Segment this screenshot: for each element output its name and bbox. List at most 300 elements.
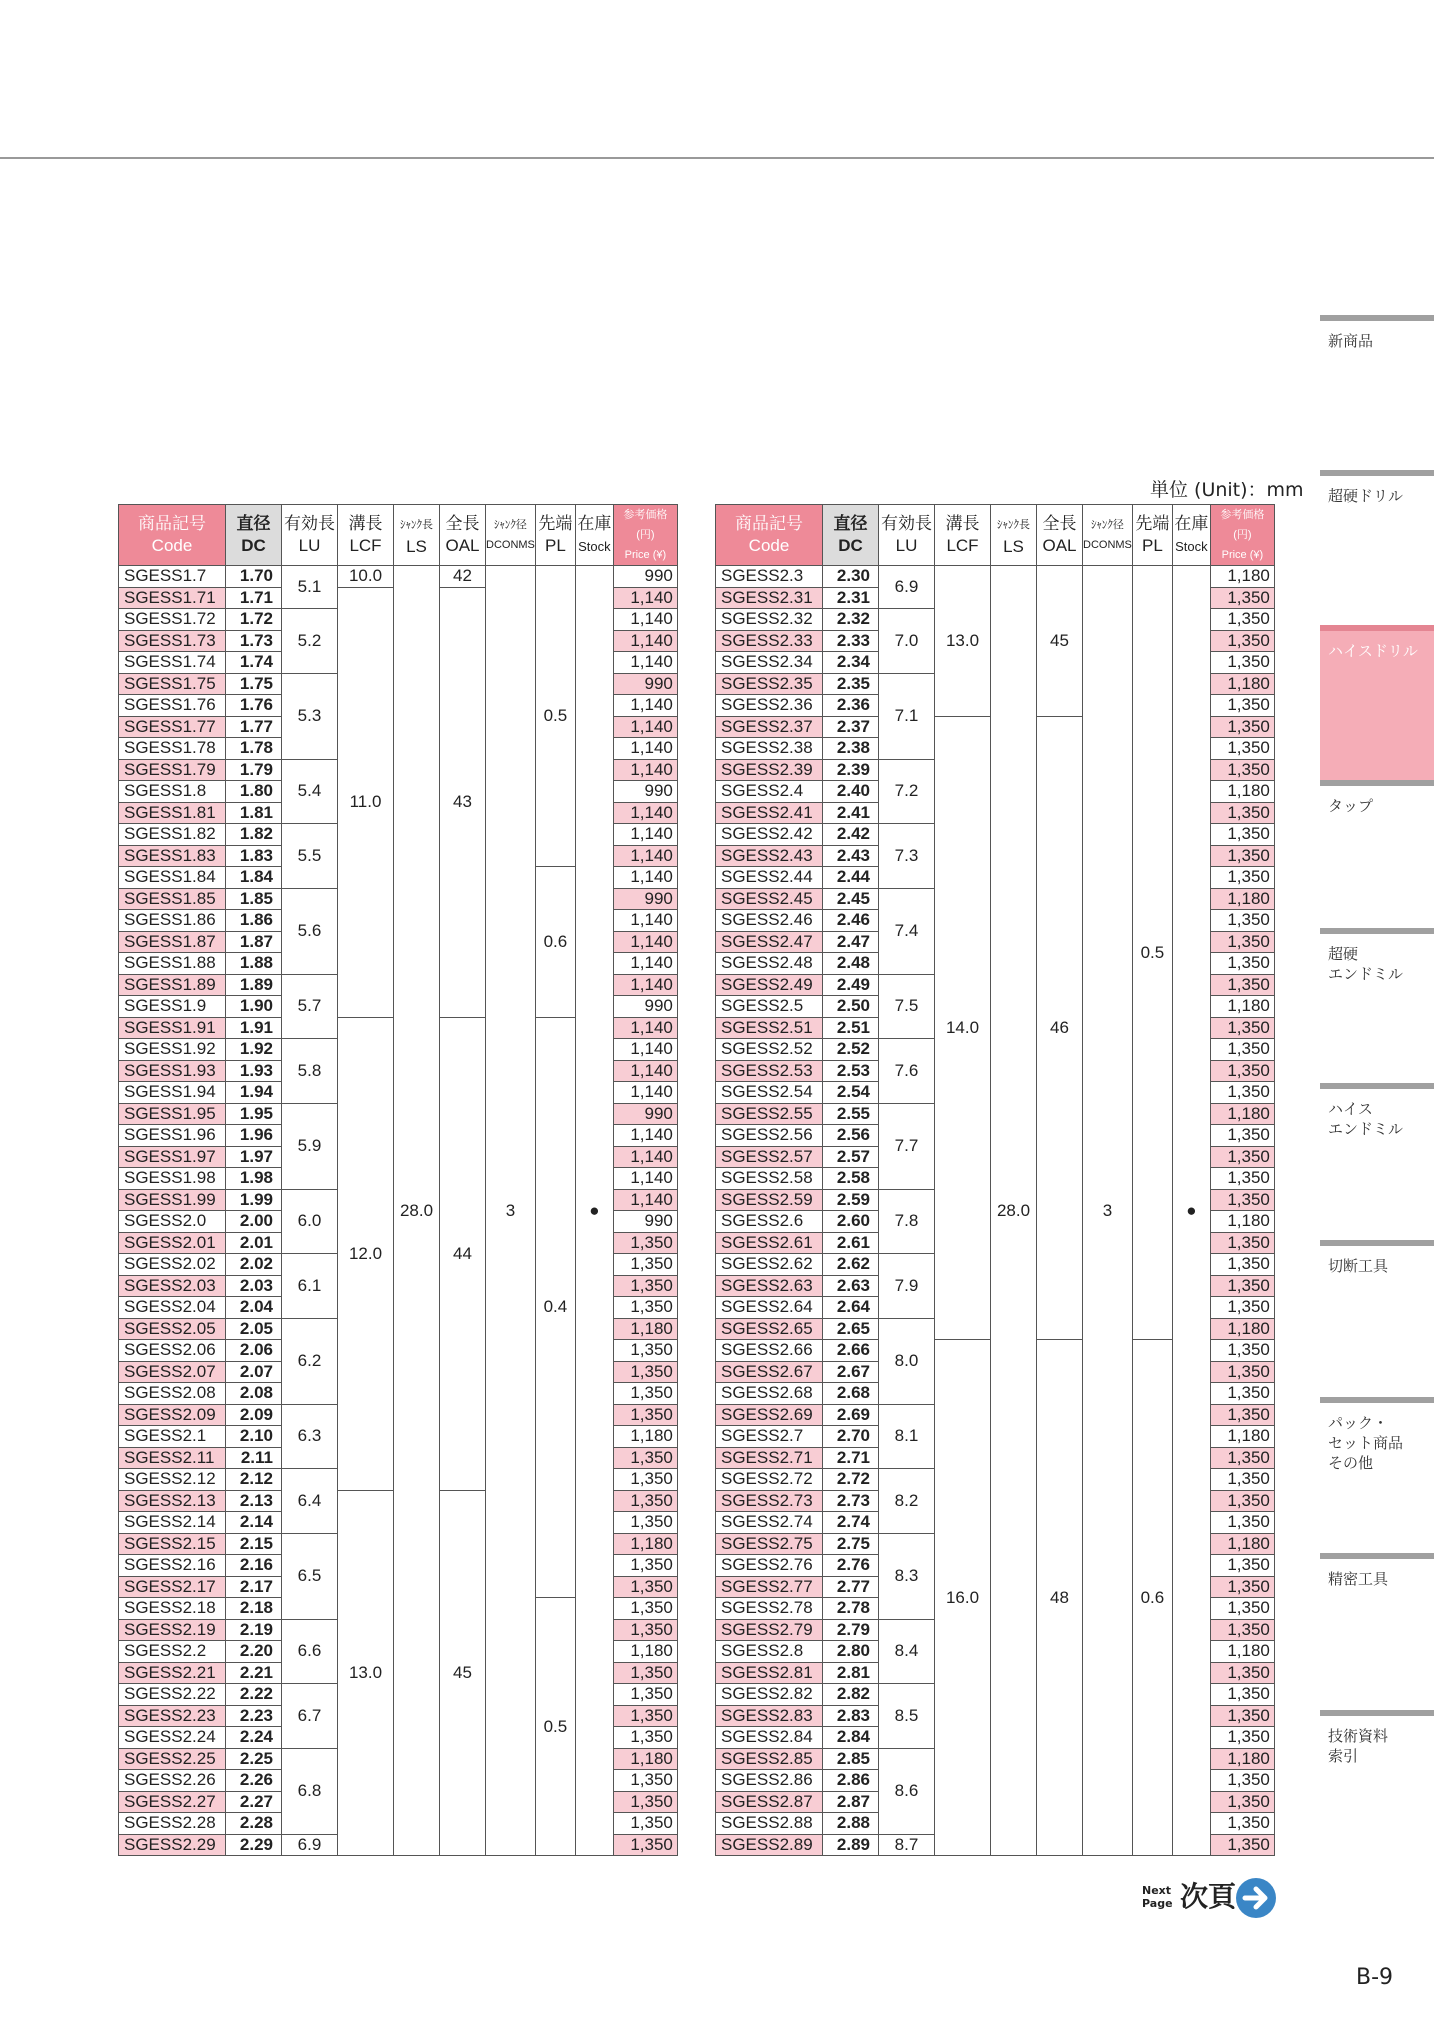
product-code: SGESS2.05 [119,1318,226,1340]
lu-value: 7.1 [879,673,935,759]
price-value: 1,180 [613,1641,677,1663]
lu-value: 5.5 [282,824,338,889]
unit-label: 単位 (Unit)：mm [1150,479,1304,501]
lu-value: 6.0 [282,1189,338,1254]
product-code: SGESS2.07 [119,1361,226,1383]
diameter: 2.40 [823,781,879,803]
product-code: SGESS2.82 [716,1684,823,1706]
lu-value: 7.7 [879,1103,935,1189]
diameter: 1.99 [226,1189,282,1211]
table-header-row [716,505,1275,566]
diameter: 2.41 [823,802,879,824]
sidebar-tab-label: パック・ [1328,1414,1389,1432]
diameter: 2.69 [823,1404,879,1426]
diameter: 2.62 [823,1254,879,1276]
diameter: 2.36 [823,695,879,717]
product-code: SGESS2.81 [716,1662,823,1684]
product-code: SGESS2.79 [716,1619,823,1641]
product-code: SGESS1.72 [119,609,226,631]
price-value: 1,350 [1210,1082,1274,1104]
price-value: 1,350 [1210,1125,1274,1147]
lu-value: 7.4 [879,888,935,974]
price-value: 1,180 [613,1748,677,1770]
product-code: SGESS2.21 [119,1662,226,1684]
header-ls: ｼｬﾝｸ長 LS [991,505,1037,566]
sidebar-tab-label: 切断工具 [1328,1257,1389,1275]
sidebar-tab[interactable] [1320,1083,1434,1213]
diameter: 2.02 [226,1254,282,1276]
diameter: 2.88 [823,1813,879,1835]
price-value: 1,180 [1210,1533,1274,1555]
diameter: 2.82 [823,1684,879,1706]
header-lcf: 溝長 LCF [935,505,991,566]
sidebar-tab[interactable] [1320,928,1434,1058]
product-code: SGESS2.48 [716,953,823,975]
product-code: SGESS2.57 [716,1146,823,1168]
product-code: SGESS2.51 [716,1017,823,1039]
diameter: 1.77 [226,716,282,738]
price-value: 1,350 [613,1232,677,1254]
pl-value: 0.6 [1132,1340,1172,1856]
diameter: 2.86 [823,1770,879,1792]
sidebar-tab[interactable] [1320,470,1434,600]
lu-value: 7.5 [879,974,935,1039]
product-code: SGESS2.72 [716,1469,823,1491]
product-code: SGESS1.93 [119,1060,226,1082]
lu-value: 7.2 [879,759,935,824]
price-value: 1,350 [1210,587,1274,609]
lu-value: 6.9 [879,566,935,609]
price-value: 1,180 [1210,996,1274,1018]
diameter: 1.96 [226,1125,282,1147]
price-value: 1,350 [1210,867,1274,889]
product-code: SGESS2.88 [716,1813,823,1835]
lu-value: 6.9 [282,1834,338,1856]
price-value: 1,350 [613,1770,677,1792]
lu-value: 7.6 [879,1039,935,1104]
product-code: SGESS1.7 [119,566,226,588]
product-code: SGESS2.16 [119,1555,226,1577]
price-value: 1,350 [1210,1189,1274,1211]
oal-value: 45 [440,1490,486,1856]
oal-value: 43 [440,587,486,1017]
product-code: SGESS1.95 [119,1103,226,1125]
lu-value: 7.3 [879,824,935,889]
diameter: 2.39 [823,759,879,781]
price-value: 1,140 [613,824,677,846]
price-value: 1,350 [1210,1168,1274,1190]
stock-mark: ● [575,566,613,1856]
price-value: 1,350 [1210,931,1274,953]
diameter: 2.31 [823,587,879,609]
price-value: 1,350 [613,1662,677,1684]
diameter: 2.50 [823,996,879,1018]
diameter: 2.87 [823,1791,879,1813]
price-value: 1,350 [613,1254,677,1276]
price-value: 1,140 [613,759,677,781]
price-value: 1,350 [1210,1447,1274,1469]
sidebar-tab[interactable] [1320,1553,1434,1683]
product-code: SGESS2.71 [716,1447,823,1469]
diameter: 2.48 [823,953,879,975]
product-code: SGESS1.84 [119,867,226,889]
table-row [716,566,1275,588]
lu-value: 8.5 [879,1684,935,1749]
sidebar [1320,0,1434,2024]
diameter: 1.98 [226,1168,282,1190]
lu-value: 5.3 [282,673,338,759]
product-code: SGESS2.1 [119,1426,226,1448]
product-code: SGESS2.76 [716,1555,823,1577]
diameter: 2.58 [823,1168,879,1190]
diameter: 2.89 [823,1834,879,1856]
diameter: 2.44 [823,867,879,889]
product-code: SGESS2.25 [119,1748,226,1770]
product-code: SGESS2.83 [716,1705,823,1727]
product-code: SGESS2.31 [716,587,823,609]
lu-value: 8.0 [879,1318,935,1404]
price-value: 1,140 [613,953,677,975]
diameter: 2.11 [226,1447,282,1469]
diameter: 1.86 [226,910,282,932]
diameter: 2.20 [226,1641,282,1663]
product-code: SGESS1.82 [119,824,226,846]
product-code: SGESS2.23 [119,1705,226,1727]
price-value: 1,180 [613,1318,677,1340]
product-code: SGESS2.19 [119,1619,226,1641]
diameter: 2.10 [226,1426,282,1448]
price-value: 1,350 [1210,1039,1274,1061]
diameter: 2.49 [823,974,879,996]
price-value: 1,140 [613,630,677,652]
diameter: 2.06 [226,1340,282,1362]
product-code: SGESS2.41 [716,802,823,824]
diameter: 2.17 [226,1576,282,1598]
diameter: 1.92 [226,1039,282,1061]
price-value: 1,180 [1210,566,1274,588]
price-value: 1,350 [613,1383,677,1405]
price-value: 1,350 [1210,1146,1274,1168]
diameter: 2.30 [823,566,879,588]
sidebar-tab-label: ハイスドリル [1328,642,1418,660]
lcf-value: 13.0 [935,566,991,717]
product-code: SGESS2.58 [716,1168,823,1190]
price-value: 1,180 [1210,1318,1274,1340]
price-table-right [715,504,1275,1856]
product-code: SGESS2.2 [119,1641,226,1663]
product-code: SGESS2.45 [716,888,823,910]
diameter: 1.75 [226,673,282,695]
diameter: 2.80 [823,1641,879,1663]
lu-value: 6.2 [282,1318,338,1404]
lu-value: 7.8 [879,1189,935,1254]
price-value: 1,140 [613,716,677,738]
lu-value: 8.1 [879,1404,935,1469]
product-code: SGESS2.17 [119,1576,226,1598]
product-code: SGESS1.89 [119,974,226,996]
product-code: SGESS2.39 [716,759,823,781]
oal-value: 48 [1037,1340,1083,1856]
lu-value: 6.8 [282,1748,338,1834]
product-code: SGESS2.63 [716,1275,823,1297]
sidebar-tab[interactable] [1320,1710,1434,1840]
header-price: 参考価格 (円) Price (¥) [613,505,677,566]
product-code: SGESS2.89 [716,1834,823,1856]
price-value: 1,180 [1210,1426,1274,1448]
lu-value: 7.0 [879,609,935,674]
diameter: 2.81 [823,1662,879,1684]
price-value: 1,350 [1210,953,1274,975]
price-value: 1,350 [1210,716,1274,738]
sidebar-tab[interactable] [1320,1397,1434,1527]
lu-value: 5.8 [282,1039,338,1104]
price-value: 1,140 [613,1168,677,1190]
price-value: 1,180 [1210,781,1274,803]
diameter: 1.93 [226,1060,282,1082]
header-dcon: ｼｬﾝｸ径 DCONMS [1083,505,1133,566]
price-value: 1,350 [613,1598,677,1620]
diameter: 1.78 [226,738,282,760]
price-value: 1,140 [613,695,677,717]
product-code: SGESS2.15 [119,1533,226,1555]
price-value: 1,140 [613,1060,677,1082]
product-code: SGESS2.69 [716,1404,823,1426]
diameter: 2.33 [823,630,879,652]
diameter: 1.70 [226,566,282,588]
price-value: 1,140 [613,1146,677,1168]
price-value: 1,350 [1210,759,1274,781]
product-code: SGESS2.46 [716,910,823,932]
lu-value: 8.3 [879,1533,935,1619]
lu-value: 5.1 [282,566,338,609]
product-code: SGESS2.36 [716,695,823,717]
diameter: 1.97 [226,1146,282,1168]
product-code: SGESS2.62 [716,1254,823,1276]
diameter: 2.63 [823,1275,879,1297]
product-code: SGESS1.96 [119,1125,226,1147]
price-value: 1,350 [1210,695,1274,717]
price-value: 1,350 [1210,1576,1274,1598]
header-oal: 全長 OAL [1037,505,1083,566]
table-row [119,566,678,588]
price-value: 1,350 [613,1576,677,1598]
product-code: SGESS2.5 [716,996,823,1018]
product-code: SGESS1.78 [119,738,226,760]
diameter: 1.95 [226,1103,282,1125]
price-value: 1,350 [1210,1017,1274,1039]
dcon-value: 3 [1083,566,1133,1856]
product-code: SGESS1.86 [119,910,226,932]
diameter: 2.28 [226,1813,282,1835]
lu-value: 6.7 [282,1684,338,1749]
price-value: 1,180 [1210,673,1274,695]
price-value: 1,350 [1210,1705,1274,1727]
product-code: SGESS2.4 [716,781,823,803]
price-value: 1,350 [1210,1060,1274,1082]
diameter: 2.26 [226,1770,282,1792]
price-value: 1,350 [1210,1555,1274,1577]
product-code: SGESS2.26 [119,1770,226,1792]
diameter: 2.52 [823,1039,879,1061]
diameter: 2.67 [823,1361,879,1383]
price-value: 1,140 [613,652,677,674]
diameter: 2.35 [823,673,879,695]
price-value: 1,180 [1210,1641,1274,1663]
diameter: 2.54 [823,1082,879,1104]
diameter: 1.82 [226,824,282,846]
price-value: 990 [613,1103,677,1125]
product-code: SGESS1.71 [119,587,226,609]
lu-value: 8.6 [879,1748,935,1834]
price-value: 1,350 [1210,1361,1274,1383]
sidebar-tab[interactable] [1320,780,1434,910]
lu-value: 8.2 [879,1469,935,1534]
price-value: 1,350 [613,1275,677,1297]
price-value: 1,350 [1210,630,1274,652]
next-page-label: 次頁 [1180,1880,1237,1913]
diameter: 1.74 [226,652,282,674]
lu-value: 8.7 [879,1834,935,1856]
price-value: 1,350 [613,1619,677,1641]
price-value: 1,350 [1210,1770,1274,1792]
price-value: 1,140 [613,910,677,932]
diameter: 2.79 [823,1619,879,1641]
diameter: 2.15 [226,1533,282,1555]
product-code: SGESS2.6 [716,1211,823,1233]
price-value: 1,350 [1210,738,1274,760]
price-value: 1,350 [613,1297,677,1319]
price-value: 1,350 [1210,974,1274,996]
diameter: 1.84 [226,867,282,889]
product-code: SGESS2.28 [119,1813,226,1835]
diameter: 2.71 [823,1447,879,1469]
header-ls: ｼｬﾝｸ長 LS [394,505,440,566]
sidebar-tab[interactable] [1320,625,1434,780]
price-value: 1,140 [613,738,677,760]
product-code: SGESS2.03 [119,1275,226,1297]
diameter: 2.72 [823,1469,879,1491]
diameter: 2.46 [823,910,879,932]
table-header-row [119,505,678,566]
price-value: 1,350 [613,1791,677,1813]
sidebar-tab-label: エンドミル [1328,965,1404,983]
price-value: 1,350 [613,1404,677,1426]
header-stock: 在庫 Stock [575,505,613,566]
price-value: 1,140 [613,1039,677,1061]
product-code: SGESS1.81 [119,802,226,824]
price-value: 990 [613,566,677,588]
sidebar-tab-label: セット商品 [1328,1434,1404,1452]
diameter: 1.80 [226,781,282,803]
header-rule [0,157,1434,159]
price-value: 1,350 [1210,1813,1274,1835]
product-code: SGESS2.0 [119,1211,226,1233]
product-code: SGESS2.42 [716,824,823,846]
header-pl: 先端 PL [535,505,575,566]
price-value: 1,350 [1210,1834,1274,1856]
diameter: 2.18 [226,1598,282,1620]
price-value: 990 [613,1211,677,1233]
oal-value: 46 [1037,716,1083,1340]
pl-value: 0.5 [535,566,575,867]
diameter: 2.22 [226,1684,282,1706]
product-code: SGESS1.79 [119,759,226,781]
diameter: 2.61 [823,1232,879,1254]
price-value: 1,180 [1210,1103,1274,1125]
product-code: SGESS1.91 [119,1017,226,1039]
product-code: SGESS2.38 [716,738,823,760]
price-value: 1,140 [613,1082,677,1104]
header-dcon: ｼｬﾝｸ径 DCONMS [486,505,536,566]
price-value: 990 [613,996,677,1018]
product-code: SGESS2.59 [716,1189,823,1211]
lu-value: 8.4 [879,1619,935,1684]
product-code: SGESS1.76 [119,695,226,717]
diameter: 1.91 [226,1017,282,1039]
diameter: 2.27 [226,1791,282,1813]
diameter: 2.12 [226,1469,282,1491]
product-code: SGESS1.87 [119,931,226,953]
diameter: 2.13 [226,1490,282,1512]
product-code: SGESS1.99 [119,1189,226,1211]
product-code: SGESS2.7 [716,1426,823,1448]
diameter: 2.47 [823,931,879,953]
diameter: 2.04 [226,1297,282,1319]
diameter: 2.70 [823,1426,879,1448]
price-value: 1,350 [613,1684,677,1706]
product-code: SGESS2.65 [716,1318,823,1340]
diameter: 2.85 [823,1748,879,1770]
price-value: 1,350 [1210,1254,1274,1276]
diameter: 1.81 [226,802,282,824]
lu-value: 7.9 [879,1254,935,1319]
price-value: 1,350 [613,1555,677,1577]
lu-value: 5.6 [282,888,338,974]
price-value: 1,350 [1210,1662,1274,1684]
diameter: 2.84 [823,1727,879,1749]
sidebar-tab[interactable] [1320,315,1434,445]
arrow-right-icon [1236,1878,1276,1918]
price-value: 1,350 [1210,1232,1274,1254]
diameter: 2.29 [226,1834,282,1856]
price-value: 1,350 [1210,802,1274,824]
diameter: 2.08 [226,1383,282,1405]
product-code: SGESS2.84 [716,1727,823,1749]
diameter: 2.53 [823,1060,879,1082]
product-code: SGESS1.8 [119,781,226,803]
lu-value: 6.6 [282,1619,338,1684]
diameter: 2.34 [823,652,879,674]
diameter: 2.25 [226,1748,282,1770]
price-value: 1,350 [613,1727,677,1749]
sidebar-tab[interactable] [1320,1240,1434,1370]
price-value: 1,140 [613,587,677,609]
diameter: 2.74 [823,1512,879,1534]
product-code: SGESS2.24 [119,1727,226,1749]
header-lu: 有効長 LU [282,505,338,566]
price-value: 990 [613,781,677,803]
diameter: 2.32 [823,609,879,631]
product-code: SGESS2.37 [716,716,823,738]
product-code: SGESS2.09 [119,1404,226,1426]
price-value: 1,180 [613,1426,677,1448]
diameter: 2.73 [823,1490,879,1512]
product-code: SGESS2.47 [716,931,823,953]
page-number: B-9 [1356,1965,1394,1990]
header-price: 参考価格 (円) Price (¥) [1210,505,1274,566]
ls-value: 28.0 [991,566,1037,1856]
price-value: 1,350 [1210,1727,1274,1749]
